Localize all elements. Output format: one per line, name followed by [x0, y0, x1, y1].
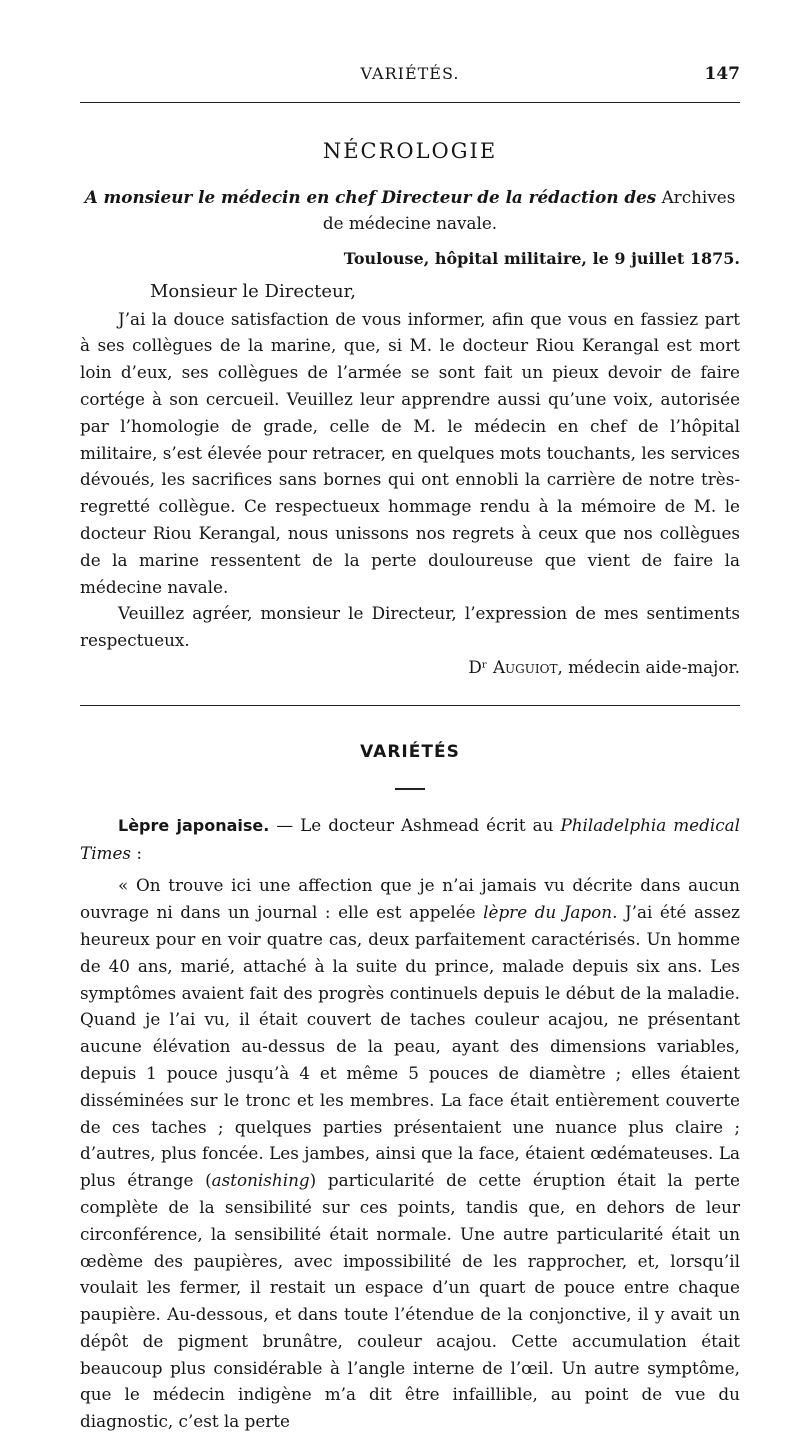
varietes-title: VARIÉTÉS: [360, 741, 460, 762]
running-head: [80, 50, 740, 84]
page-number: 147: [704, 64, 740, 84]
signature-role: , médecin aide-major.: [557, 656, 740, 677]
section-dash: [395, 788, 425, 790]
signature-title: Dʳ: [468, 656, 488, 677]
letter-salutation: Monsieur le Directeur,: [150, 280, 356, 302]
article-intro-text: — Le docteur Ashmead écrit au: [269, 814, 561, 835]
running-title: VARIÉTÉS.: [360, 64, 460, 83]
body-term: lèpre du Japon: [483, 902, 613, 923]
article-intro: [80, 812, 740, 867]
address-journal-2: de médecine navale.: [322, 212, 498, 233]
signature: [468, 654, 740, 681]
page: [80, 50, 740, 1435]
header-rule: [80, 102, 740, 103]
article-intro-end: :: [131, 842, 143, 863]
article-body: [80, 872, 740, 1435]
article-title: Lèpre japonaise.: [118, 815, 270, 835]
address-italic: A monsieur le médecin en chef Directeur de la rédaction des: [84, 187, 657, 207]
signature-name: Auguiot: [492, 656, 558, 677]
letter-signature-line: [80, 654, 740, 681]
body-part-3: ) particularité de cette éruption était la perte complète de la sensibilité sur ces points, tandis que, en dehors de leur circonférence, la sensibilité était normale. Une autre particularité était un œdème des paupières, avec impossibilité de les rapprocher, et, lorsqu’il voulait les fermer, il restait un espace d’un quart de pouce entre chaque paupière. Au-dessous, et dans toute l’étendue de la conjonctive, il y avait un dépôt de pigment brunâtre, couleur acajou. Cette accumulation était beaucoup plus considérable à l’angle interne de l’œil. Un autre symptôme, que le médecin indigène m’a dit être infaillible, au point de vue du diagnostic, c’est la perte: [80, 1170, 740, 1432]
necrologie-title: NÉCROLOGIE: [322, 139, 498, 163]
letter-closing: Veuillez agréer, monsieur le Directeur, l’expression de mes sentiments respectueux.: [80, 603, 740, 651]
body-part-1: « On trouve ici une affection que je n’ai jamais vu décrite dans aucun ouvrage ni dans un journal : elle est appelée: [80, 875, 740, 923]
journal-name: Philadelphia medical Times: [80, 814, 740, 863]
address-journal: Archives: [661, 187, 736, 207]
letter-address: [80, 185, 740, 236]
section-rule: [80, 705, 740, 706]
body-part-2: . J’ai été assez heureux pour en voir quatre cas, deux parfaitement caractérisés. Un homme de 40 ans, marié, attaché à la suite du prince, malade depuis six ans. Les symptômes avaient fait des progrès continuels depuis le début de la maladie. Quand je l’ai vu, il était couvert de taches couleur acajou, ne présentant aucune élévation au-dessus de la peau, ayant des dimensions variables, depuis 1 pouce jusqu’à 4 et même 5 pouces de diamètre ; elles étaient disséminées sur le tronc et les membres. La face était entièrement couverte de ces taches ; quelques parties présentaient une nuance plus claire ; d’autres, plus foncée. Les jambes, ainsi que la face, étaient œdémateuses. La plus étrange (: [80, 902, 740, 1191]
letter-paragraph: J’ai la douce satisfaction de vous informer, afin que vous en fassiez part à ses collègues de la marine, que, si M. le docteur Riou Kerangal est mort loin d’eux, ses collègues de l’armée se sont fait un pieux devoir de faire cortége à son cercueil. Veuillez leur apprendre aussi qu’une voix, autorisée par l’homologie de grade, celle de M. le médecin en chef de l’hôpital militaire, s’est élevée pour retracer, en quelques mots touchants, les services dévoués, les sacrifices sans bornes qui ont ennobli la carrière de notre très-regretté collègue. Ce respectueux hommage rendu à la mémoire de M. le docteur Riou Kerangal, nous unissons nos regrets à ceux que nos collègues de la marine ressentent de la perte douloureuse que vient de faire la médecine navale.: [80, 308, 740, 597]
body-astonishing: astonishing: [211, 1170, 310, 1191]
letter-dateline: Toulouse, hôpital militaire, le 9 juillet 1875.: [343, 249, 740, 268]
